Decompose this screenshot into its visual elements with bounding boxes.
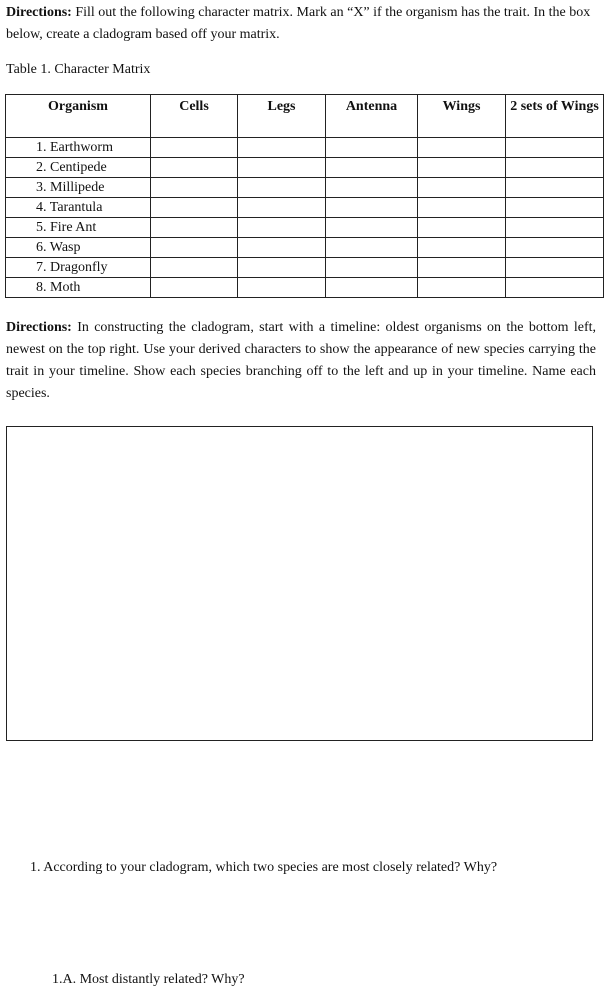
table-row [6,198,604,218]
trait-mark-cell[interactable] [151,258,238,278]
trait-mark-cell[interactable] [418,178,506,198]
question-1: 1. According to your cladogram, which two species are most closely related? Why? [30,860,498,875]
header-cells: Cells [151,95,238,138]
trait-mark-cell[interactable] [326,238,418,258]
trait-mark-cell[interactable] [238,138,326,158]
trait-mark-cell[interactable] [506,198,604,218]
organism-name: 3. Millipede [6,178,151,198]
table-row [6,158,604,178]
organism-name: 4. Tarantula [6,198,151,218]
trait-mark-cell[interactable] [506,218,604,238]
trait-mark-cell[interactable] [506,258,604,278]
organism-name: 1. Earthworm [6,138,151,158]
organism-name: 2. Centipede [6,158,151,178]
cladogram-directions-paragraph [6,317,596,405]
trait-mark-cell[interactable] [151,198,238,218]
trait-mark-cell[interactable] [418,278,506,298]
directions-label: Directions: [6,320,72,335]
directions-text: Fill out the following character matrix. Mark an “X” if the organism has the trait. In the box below, create a cladogram based off your matrix. [6,5,591,42]
question-1a: 1.A. Most distantly related? Why? [52,972,245,987]
trait-mark-cell[interactable] [506,278,604,298]
trait-mark-cell[interactable] [151,178,238,198]
trait-mark-cell[interactable] [418,198,506,218]
trait-mark-cell[interactable] [151,218,238,238]
trait-mark-cell[interactable] [238,258,326,278]
trait-mark-cell[interactable] [506,138,604,158]
table-row [6,258,604,278]
trait-mark-cell[interactable] [151,138,238,158]
header-wings: Wings [418,95,506,138]
organism-name: 6. Wasp [6,238,151,258]
trait-mark-cell[interactable] [506,238,604,258]
table-row [6,178,604,198]
trait-mark-cell[interactable] [326,278,418,298]
table-row [6,238,604,258]
directions-paragraph [6,2,596,46]
trait-mark-cell[interactable] [506,178,604,198]
header-antenna: Antenna [326,95,418,138]
table-row [6,138,604,158]
trait-mark-cell[interactable] [418,158,506,178]
organism-name: 8. Moth [6,278,151,298]
organism-name: 5. Fire Ant [6,218,151,238]
trait-mark-cell[interactable] [238,178,326,198]
header-organism: Organism [6,95,151,138]
trait-mark-cell[interactable] [238,278,326,298]
trait-mark-cell[interactable] [418,218,506,238]
trait-mark-cell[interactable] [326,178,418,198]
trait-mark-cell[interactable] [326,138,418,158]
trait-mark-cell[interactable] [326,258,418,278]
directions-label: Directions: [6,5,72,20]
trait-mark-cell[interactable] [418,138,506,158]
trait-mark-cell[interactable] [238,218,326,238]
trait-mark-cell[interactable] [238,158,326,178]
trait-mark-cell[interactable] [151,158,238,178]
cladogram-drawing-box[interactable] [6,426,593,741]
table-row [6,278,604,298]
trait-mark-cell[interactable] [418,238,506,258]
trait-mark-cell[interactable] [238,198,326,218]
trait-mark-cell[interactable] [326,198,418,218]
header-legs: Legs [238,95,326,138]
directions-text: In constructing the cladogram, start with a timeline: oldest organisms on the bottom left, newest on the top right. Use your derived characters to show the appearance of new species carrying the trait in your timeline. Show each species branching off to the left and up in your timeline. Name each species. [6,320,596,401]
trait-mark-cell[interactable] [151,238,238,258]
trait-mark-cell[interactable] [506,158,604,178]
trait-mark-cell[interactable] [238,238,326,258]
table-caption: Table 1. Character Matrix [6,62,151,77]
table-header-row [6,95,604,138]
organism-name: 7. Dragonfly [6,258,151,278]
trait-mark-cell[interactable] [326,218,418,238]
trait-mark-cell[interactable] [418,258,506,278]
table-row [6,218,604,238]
character-matrix-table [5,94,604,298]
trait-mark-cell[interactable] [326,158,418,178]
trait-mark-cell[interactable] [151,278,238,298]
header-two-sets-of-wings: 2 sets of Wings [506,95,604,138]
